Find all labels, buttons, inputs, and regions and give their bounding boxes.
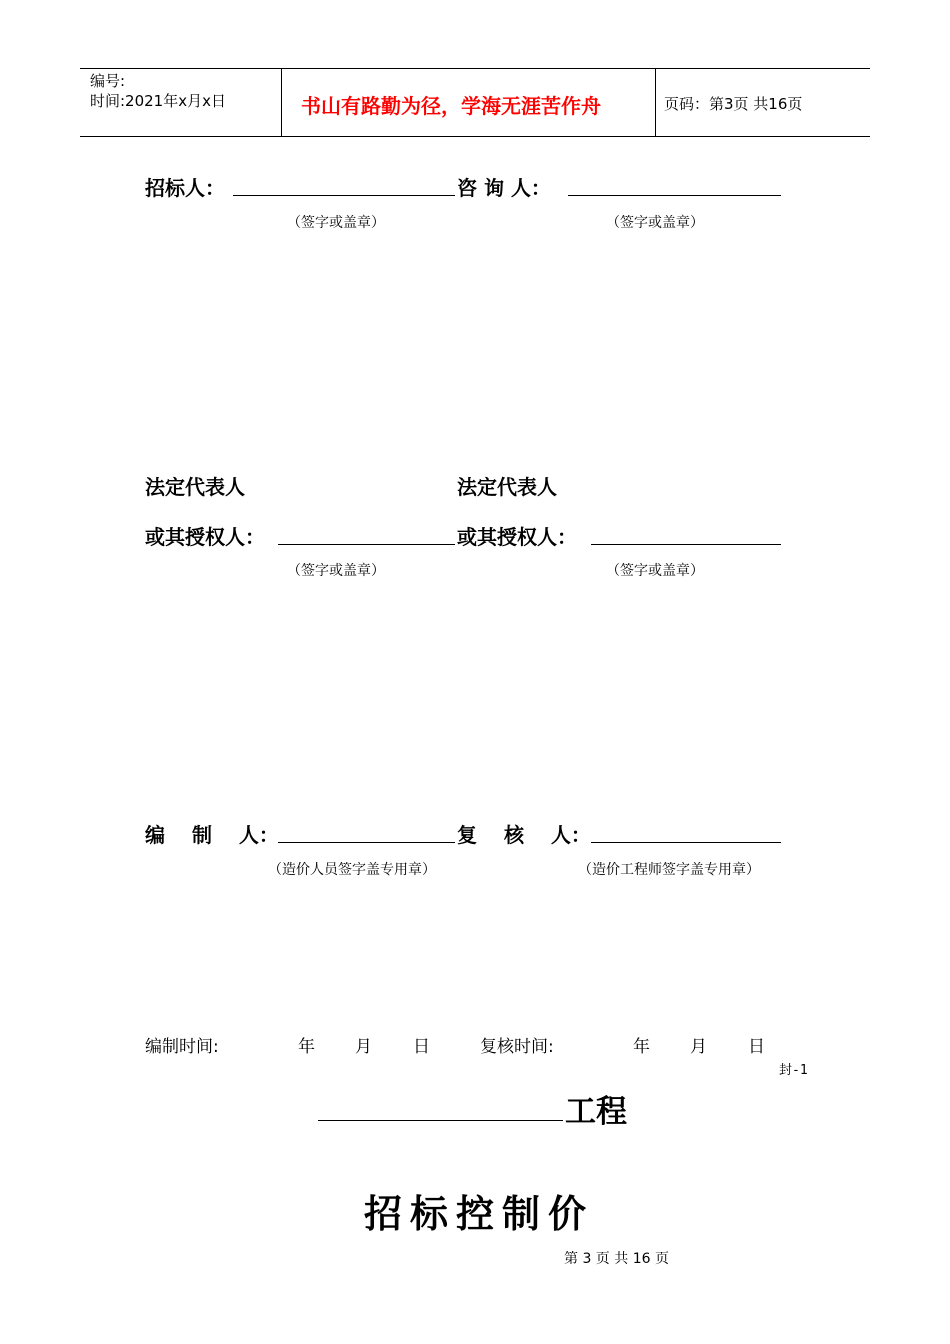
consultant-label: 咨 询 人： — [457, 176, 551, 200]
project-suffix: 工程 — [565, 1094, 627, 1130]
review-month: 月 — [690, 1037, 707, 1057]
review-time-label: 复核时间: — [480, 1037, 554, 1057]
compile-year: 年 — [298, 1037, 315, 1057]
compiler-note: （造价人员签字盖专用章） — [268, 862, 436, 878]
page-footer: 第 3 页 共 16 页 — [564, 1251, 669, 1267]
consultant-signature-line — [568, 195, 781, 196]
tenderer-label: 招标人： — [145, 176, 225, 200]
tenderer-signature-line — [233, 195, 455, 196]
reviewer-signature-line — [591, 842, 781, 843]
header-top-rule — [80, 68, 870, 69]
cover-code: 封-1 — [779, 1063, 808, 1078]
tenderer-legal-rep-label: 法定代表人 — [145, 475, 245, 499]
compile-month: 月 — [355, 1037, 372, 1057]
compiler-signature-line — [278, 842, 455, 843]
review-day: 日 — [748, 1037, 765, 1057]
reviewer-note: （造价工程师签字盖专用章） — [578, 862, 760, 878]
tenderer-authorized-line — [278, 544, 455, 545]
tenderer-authorized-label: 或其授权人： — [145, 525, 265, 549]
reviewer-label: 复 核 人： — [457, 823, 591, 847]
header-page-info: 页码：第3页 共16页 — [664, 95, 803, 113]
document-title: 招标控制价 — [364, 1192, 595, 1236]
compile-time-label: 编制时间: — [145, 1037, 219, 1057]
project-name-line — [318, 1120, 563, 1121]
header-divider-right — [655, 68, 656, 136]
header-serial-label: 编号: — [90, 72, 126, 90]
review-year: 年 — [633, 1037, 650, 1057]
consultant-authorized-label: 或其授权人： — [457, 525, 577, 549]
consultant-authorized-note: （签字或盖章） — [606, 563, 704, 579]
compiler-label: 编 制 人： — [145, 823, 279, 847]
tenderer-sign-note: （签字或盖章） — [287, 215, 385, 231]
header-divider-left — [281, 68, 282, 136]
consultant-legal-rep-label: 法定代表人 — [457, 475, 557, 499]
header-time-label: 时间:2021年x月x日 — [90, 92, 226, 110]
consultant-authorized-line — [591, 544, 781, 545]
tenderer-authorized-note: （签字或盖章） — [287, 563, 385, 579]
header-motto: 书山有路勤为径，学海无涯苦作舟 — [301, 94, 601, 118]
consultant-sign-note: （签字或盖章） — [606, 215, 704, 231]
header-bottom-rule — [80, 136, 870, 137]
compile-day: 日 — [413, 1037, 430, 1057]
